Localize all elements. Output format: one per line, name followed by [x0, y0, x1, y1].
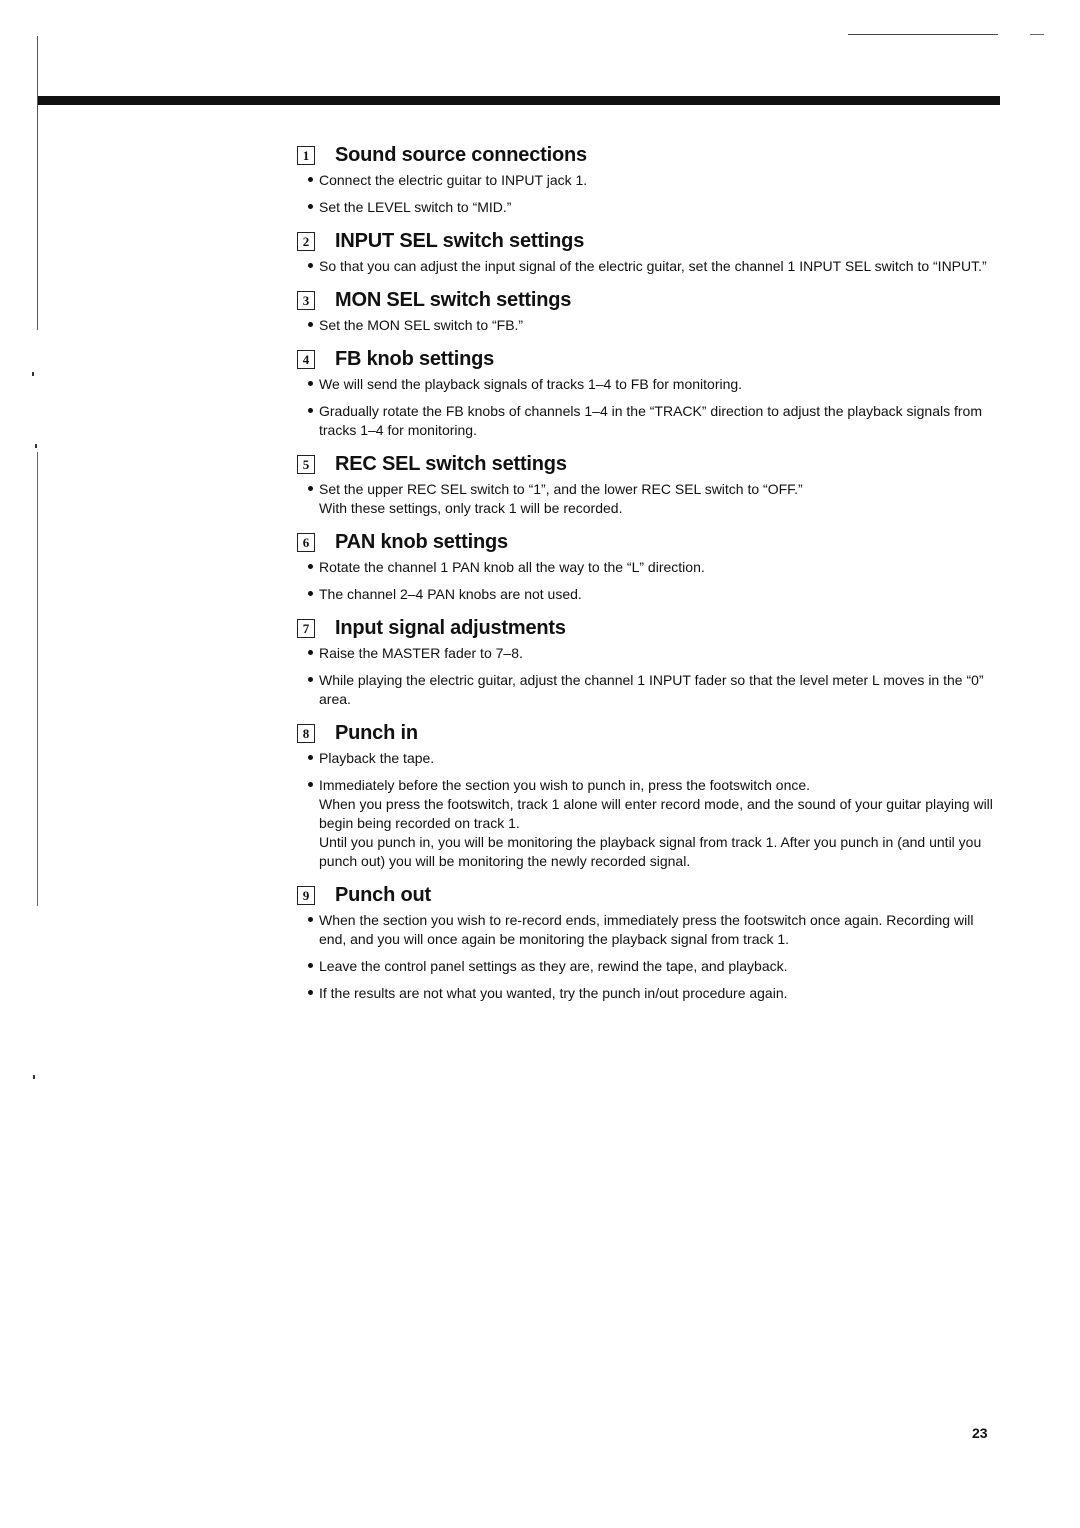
section-heading [297, 144, 1002, 167]
bullet-text: Set the upper REC SEL switch to “1”, and the lower REC SEL switch to “OFF.” [319, 481, 803, 497]
section-title: Punch in [335, 722, 418, 744]
section-title: REC SEL switch settings [335, 453, 567, 475]
bullet-text: Connect the electric guitar to INPUT jack 1. [319, 172, 588, 188]
section-title: PAN knob settings [335, 531, 508, 553]
bullet-item [319, 480, 1002, 518]
bullet-text: Rotate the channel 1 PAN knob all the way to the “L” direction. [319, 559, 705, 575]
bullet-item [319, 402, 1002, 440]
page-number: 23 [972, 1425, 988, 1441]
section-6 [297, 531, 1002, 604]
step-number-box: 6 [297, 533, 315, 552]
section-heading [297, 453, 1002, 476]
section-title: Input signal adjustments [335, 617, 566, 639]
section-3 [297, 289, 1002, 335]
bullet-list [297, 375, 1002, 440]
bullet-item [319, 984, 1002, 1003]
bullet-item [319, 671, 1002, 709]
bullet-item [319, 316, 1002, 335]
bullet-text: Leave the control panel settings as they are, rewind the tape, and playback. [319, 958, 788, 974]
section-title: Sound source connections [335, 144, 587, 166]
header-thin-rule [848, 34, 998, 35]
bullet-text: So that you can adjust the input signal of the electric guitar, set the channel 1 INPUT SEL switch to “INPUT.” [319, 258, 987, 274]
section-heading [297, 348, 1002, 371]
bullet-item [319, 644, 1002, 663]
step-number-box: 1 [297, 146, 315, 165]
bullet-text: Immediately before the section you wish to punch in, press the footswitch once. [319, 777, 811, 793]
section-1 [297, 144, 1002, 217]
bullet-list [297, 316, 1002, 335]
step-number-box: 5 [297, 455, 315, 474]
left-margin-line [37, 36, 38, 330]
scan-mark [33, 1075, 35, 1079]
section-heading [297, 230, 1002, 253]
bullet-text: Playback the tape. [319, 750, 435, 766]
section-heading [297, 289, 1002, 312]
section-heading [297, 722, 1002, 745]
bullet-text: With these settings, only track 1 will be recorded. [319, 500, 623, 516]
section-4 [297, 348, 1002, 440]
section-title: Punch out [335, 884, 431, 906]
bullet-text: Gradually rotate the FB knobs of channels 1–4 in the “TRACK” direction to adjust the playback signals from tracks 1–4 for monitoring. [319, 403, 983, 438]
bullet-list [297, 558, 1002, 604]
step-number-box: 3 [297, 291, 315, 310]
bullet-item [319, 171, 1002, 190]
bullet-item [319, 375, 1002, 394]
step-number-box: 9 [297, 886, 315, 905]
bullet-text: When you press the footswitch, track 1 alone will enter record mode, and the sound of your guitar playing will begin being recorded on track 1. [319, 796, 993, 831]
bullet-text: When the section you wish to re-record ends, immediately press the footswitch once again. Recording will end, and you will once again be monitoring the playback signal from track 1. [319, 912, 974, 947]
header-band [38, 96, 1000, 105]
bullet-text: Until you punch in, you will be monitoring the playback signal from track 1. After you punch in (and until you punch out) you will be monitoring the newly recorded signal. [319, 834, 982, 869]
step-number-box: 4 [297, 350, 315, 369]
bullet-item [319, 585, 1002, 604]
section-title: FB knob settings [335, 348, 495, 370]
bullet-list [297, 644, 1002, 709]
bullet-text: Raise the MASTER fader to 7–8. [319, 645, 523, 661]
section-title: MON SEL switch settings [335, 289, 572, 311]
bullet-list [297, 749, 1002, 871]
bullet-text: Set the LEVEL switch to “MID.” [319, 199, 512, 215]
bullet-text: While playing the electric guitar, adjust the channel 1 INPUT fader so that the level meter L moves in the “0” area. [319, 672, 984, 707]
bullet-item [319, 749, 1002, 768]
section-heading [297, 884, 1002, 907]
bullet-item [319, 558, 1002, 577]
left-margin-line-lower [37, 452, 38, 906]
step-number-box: 2 [297, 232, 315, 251]
section-7 [297, 617, 1002, 709]
scan-mark [32, 372, 34, 376]
section-2 [297, 230, 1002, 276]
section-9 [297, 884, 1002, 1003]
bullet-text: Set the MON SEL switch to “FB.” [319, 317, 524, 333]
bullet-item [319, 957, 1002, 976]
bullet-item [319, 198, 1002, 217]
bullet-text: We will send the playback signals of tracks 1–4 to FB for monitoring. [319, 376, 743, 392]
bullet-list [297, 171, 1002, 217]
scan-mark [35, 444, 37, 448]
bullet-item [319, 911, 1002, 949]
instructions-content [297, 144, 1002, 1016]
bullet-list [297, 257, 1002, 276]
step-number-box: 7 [297, 619, 315, 638]
bullet-item [319, 257, 1002, 276]
bullet-list [297, 911, 1002, 1003]
step-number-box: 8 [297, 724, 315, 743]
bullet-text: The channel 2–4 PAN knobs are not used. [319, 586, 582, 602]
section-heading [297, 531, 1002, 554]
bullet-text: If the results are not what you wanted, try the punch in/out procedure again. [319, 985, 788, 1001]
section-title: INPUT SEL switch settings [335, 230, 585, 252]
section-heading [297, 617, 1002, 640]
bullet-list [297, 480, 1002, 518]
bullet-item [319, 776, 1002, 871]
section-5 [297, 453, 1002, 518]
section-8 [297, 722, 1002, 871]
header-dash-rule [1030, 34, 1044, 35]
